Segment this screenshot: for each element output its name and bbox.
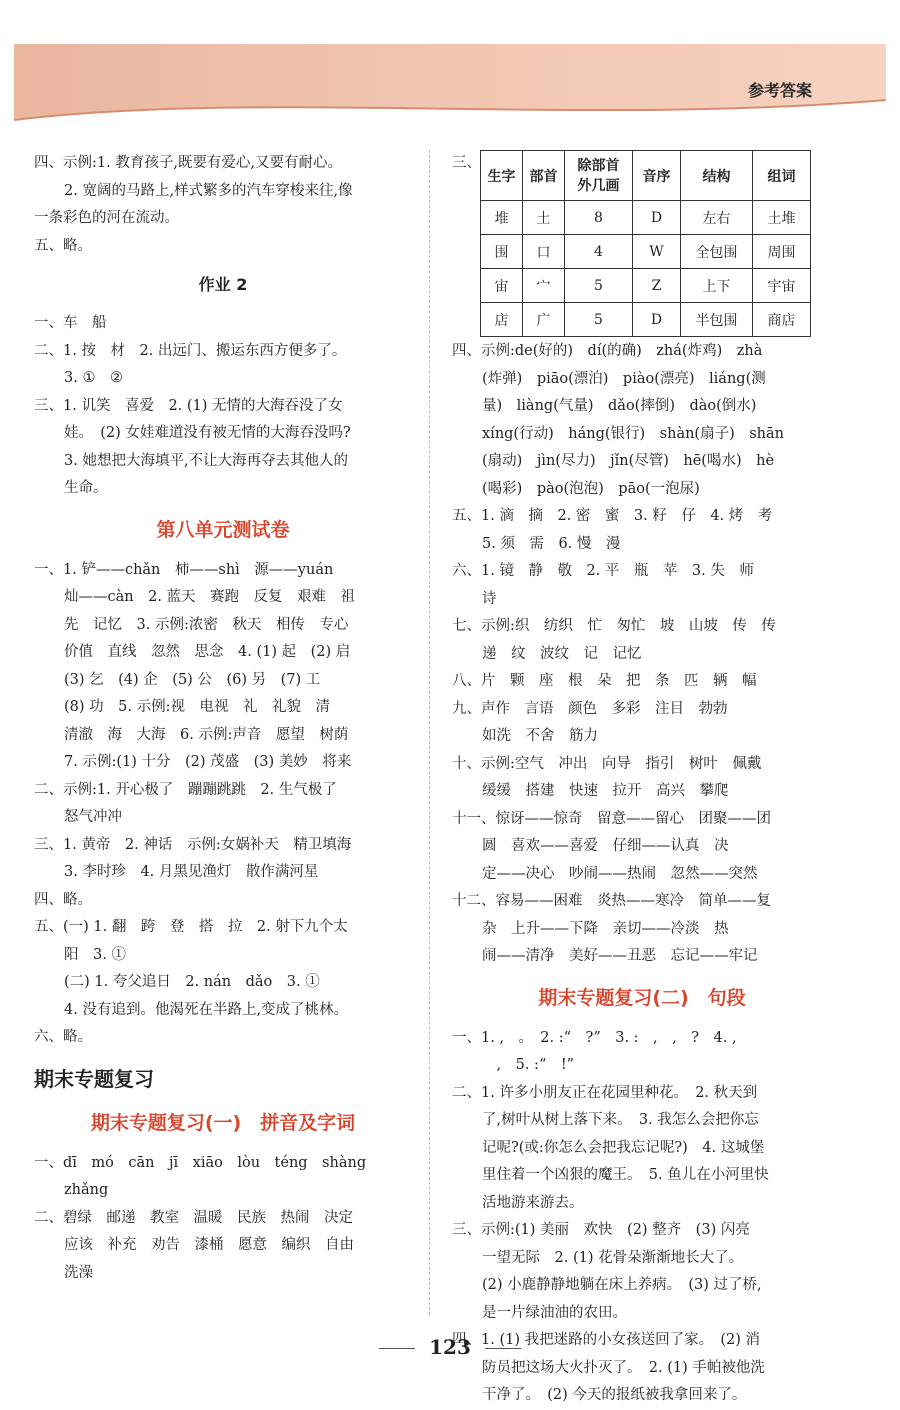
table-cell: W (633, 235, 681, 269)
answer-line: 六、1. 镜 静 敬 2. 平 瓶 苹 3. 失 师 (452, 563, 754, 579)
answer-line: 六、略。 (34, 1029, 92, 1045)
answer-line: (2) 小鹿静静地躺在床上养病。 (3) 过了桥, (482, 1277, 762, 1293)
answer-line: 一、dī mó cān jī xiāo lòu téng shàng (34, 1154, 367, 1171)
answer-line: 如洗 不舍 筋力 (482, 728, 598, 744)
answer-line: 十、示例:空气 冲出 向导 指引 树叶 佩戴 (452, 755, 762, 772)
table-row (481, 235, 811, 269)
table-cell: 口 (523, 235, 565, 269)
table-cell: 4 (565, 235, 633, 269)
answer-line: 是一片绿油油的农田。 (482, 1304, 627, 1321)
table-question-label: 三、 (452, 155, 481, 171)
answer-line: 3. ① ② (64, 370, 123, 386)
answer-line: 一、车 船 (34, 315, 107, 331)
table-cell: 半包围 (681, 303, 753, 337)
answer-line: 里住着一个凶狠的魔王。 5. 鱼儿在小河里快 (482, 1167, 769, 1183)
table-header-cell: 组词 (753, 151, 811, 201)
answer-line: 二、碧绿 邮递 教室 温暖 民族 热闹 决定 (34, 1209, 353, 1226)
answer-line: 了,树叶从树上落下来。 3. 我怎么会把你忘 (482, 1112, 759, 1128)
table-cell: 周围 (753, 235, 811, 269)
table-row (481, 269, 811, 303)
table-header-cell: 结构 (681, 151, 753, 201)
answer-line: 二、1. 按 材 2. 出远门、搬运东西方便多了。 (34, 342, 347, 359)
answer-line: 九、声作 言语 颜色 多彩 注目 勃勃 (452, 700, 728, 717)
answer-line: (喝彩) pào(泡泡) pāo(一泡尿) (482, 480, 700, 497)
answer-line: 干净了。 (2) 今天的报纸被我拿回来了。 (482, 1387, 747, 1403)
table-header-cell: 部首 (523, 151, 565, 201)
left-column (34, 150, 412, 1287)
answer-line: 五、1. 滴 摘 2. 密 蜜 3. 籽 仔 4. 烤 考 (452, 508, 773, 524)
answer-line: 五、(一) 1. 翻 跨 登 搭 拉 2. 射下九个太 (34, 919, 348, 935)
answer-line: 一条彩色的河在流动。 (34, 210, 179, 226)
answer-line: 灿——càn 2. 蓝天 赛跑 反复 艰难 祖 (64, 589, 356, 605)
left-block-4 (34, 1150, 412, 1288)
column-divider (429, 150, 430, 1315)
table-header-cell: 除部首外几画 (565, 151, 633, 201)
table-cell: 围 (481, 235, 523, 269)
table-cell: D (633, 201, 681, 235)
table-cell: 8 (565, 201, 633, 235)
final-review-title: 期末专题复习 (34, 1066, 154, 1091)
answer-line: (二) 1. 夸父追日 2. nán dǎo 3. ① (64, 974, 320, 990)
answer-line: 二、示例:1. 开心极了 蹦蹦跳跳 2. 生气极了 (34, 781, 337, 798)
table-cell: 上下 (681, 269, 753, 303)
answer-line: 7. 示例:(1) 十分 (2) 茂盛 (3) 美妙 将来 (64, 754, 352, 770)
table-cell: 店 (481, 303, 523, 337)
answer-line: 娃。 (2) 女娃难道没有被无情的大海吞没吗? (64, 425, 351, 441)
answer-line: 怒气冲冲 (64, 809, 122, 825)
answer-line: 二、1. 许多小朋友正在花园里种花。 2. 秋天到 (452, 1084, 758, 1101)
answer-line: xíng(行动) háng(银行) shàn(扇子) shān (482, 425, 785, 442)
answer-line: 价值 直线 忽然 思念 4. (1) 起 (2) 启 (64, 644, 351, 660)
header-title: 参考答案 (747, 81, 812, 100)
answer-line: 杂 上升——下降 亲切——冷淡 热 (482, 920, 729, 937)
answer-line: 十二、容易——困难 炎热——寒冷 简单——复 (452, 893, 771, 909)
answer-line: (炸弹) piāo(漂泊) piào(漂亮) liáng(测 (482, 370, 766, 387)
answer-line: 四、1. (1) 我把迷路的小女孩送回了家。 (2) 消 (452, 1332, 760, 1348)
answer-line: 三、1. 讥笑 喜爱 2. (1) 无情的大海吞没了女 (34, 397, 343, 414)
right-block-1 (452, 338, 832, 971)
answer-line: 防员把这场大火扑灭了。 2. (1) 手帕被他洗 (482, 1359, 765, 1376)
table-cell: 5 (565, 269, 633, 303)
answer-line: 2. 宽阔的马路上,样式繁多的汽车穿梭来往,像 (64, 182, 353, 199)
answer-line: 4. 没有追到。他渴死在半路上,变成了桃林。 (64, 1001, 349, 1018)
answer-line: 先 记忆 3. 示例:浓密 秋天 相传 专心 (64, 616, 349, 633)
answer-line: (扇动) jìn(尽力) jǐn(尽管) hē(喝水) hè (482, 453, 775, 469)
final-review-2-title: 期末专题复习(二) 句段 (538, 986, 746, 1009)
table-header-cell: 生字 (481, 151, 523, 201)
answer-line: 三、1. 黄帝 2. 神话 示例:女娲补天 精卫填海 (34, 836, 352, 853)
answer-line: (8) 功 5. 示例:视 电视 礼 礼貌 清 (64, 699, 330, 715)
table-cell: D (633, 303, 681, 337)
left-block-2 (34, 310, 412, 503)
table-cell: 土堆 (753, 201, 811, 235)
table-cell: 5 (565, 303, 633, 337)
answer-line: 八、片 颗 座 根 朵 把 条 匹 辆 幅 (452, 673, 757, 689)
answer-line: 定——决心 吵闹——热闹 忽然——突然 (482, 865, 758, 882)
answer-line: 一望无际 2. (1) 花骨朵渐渐地长大了。 (482, 1249, 744, 1266)
answer-line: 诗 (482, 590, 497, 607)
table-cell: Z (633, 269, 681, 303)
answer-line: , 5. :“ !” (482, 1057, 575, 1073)
table-cell: 商店 (753, 303, 811, 337)
table-cell: 宀 (523, 269, 565, 303)
answer-line: 应该 补充 劝告 漆桶 愿意 编织 自由 (64, 1237, 354, 1253)
table-header-row (481, 151, 811, 201)
answer-line: 圆 喜欢——喜爱 仔细——认真 决 (482, 838, 729, 854)
character-table (480, 150, 811, 337)
answer-line: (3) 乞 (4) 企 (5) 公 (6) 另 (7) 工 (64, 671, 321, 688)
unit-8-test-title: 第八单元测试卷 (156, 518, 290, 541)
table-header-cell: 音序 (633, 151, 681, 201)
table-cell: 全包围 (681, 235, 753, 269)
left-block-3 (34, 557, 412, 1052)
answer-line: 四、示例:de(好的) dí(的确) zhá(炸鸡) zhà (452, 343, 763, 359)
table-cell: 土 (523, 201, 565, 235)
answer-line: 3. 她想把大海填平,不让大海再夺去其他人的 (64, 452, 349, 469)
answer-line: 量) liàng(气量) dǎo(摔倒) dào(倒水) (482, 398, 757, 414)
answer-line: 三、示例:(1) 美丽 欢快 (2) 整齐 (3) 闪亮 (452, 1222, 750, 1238)
answer-line: 四、示例:1. 教育孩子,既要有爱心,又要有耐心。 (34, 155, 343, 171)
answer-line: 阳 3. ① (64, 946, 126, 963)
answer-line: 递 纹 波纹 记 记忆 (482, 645, 642, 662)
final-review-1-title: 期末专题复习(一) 拼音及字词 (90, 1111, 356, 1134)
table-cell: 宙 (481, 269, 523, 303)
page-number: 123 (0, 1335, 900, 1359)
answer-line: 四、略。 (34, 891, 92, 908)
answer-line: zhǎng (64, 1182, 109, 1198)
table-cell: 广 (523, 303, 565, 337)
answer-line: 十一、惊讶——惊奇 留意——留心 团聚——团 (452, 810, 771, 827)
answer-line: 七、示例:织 纺织 忙 匆忙 坡 山坡 传 传 (452, 618, 776, 634)
banner-curve (14, 96, 886, 136)
left-block-1 (34, 150, 412, 260)
answer-line: 5. 须 需 6. 慢 漫 (482, 535, 621, 552)
right-column (452, 338, 832, 1410)
answer-line: 清澈 海 大海 6. 示例:声音 愿望 树荫 (64, 726, 349, 743)
answer-line: 一、1. 铲——chǎn 柿——shì 源——yuán (34, 561, 334, 578)
answer-line: 五、略。 (34, 237, 92, 254)
answer-line: 一、1. , 。 2. :“ ?” 3. : , , ? 4. , (452, 1029, 737, 1046)
homework-2-title: 作业 2 (198, 275, 248, 294)
table-cell: 宇宙 (753, 269, 811, 303)
answer-line: 缓缓 搭建 快速 拉开 高兴 攀爬 (482, 783, 729, 799)
answer-line: 记呢?(或:你怎么会把我忘记呢?) 4. 这城堡 (482, 1139, 765, 1156)
answer-line: 活地游来游去。 (482, 1194, 584, 1211)
table-cell: 左右 (681, 201, 753, 235)
answer-line: 洗澡 (64, 1264, 93, 1281)
answer-line: 闹——清净 美好——丑恶 忘记——牢记 (482, 948, 758, 964)
table-row (481, 303, 811, 337)
answer-line: 生命。 (64, 480, 108, 496)
answer-line: 3. 李时珍 4. 月黑见渔灯 散作满河星 (64, 864, 319, 880)
table-cell: 堆 (481, 201, 523, 235)
table-row (481, 201, 811, 235)
